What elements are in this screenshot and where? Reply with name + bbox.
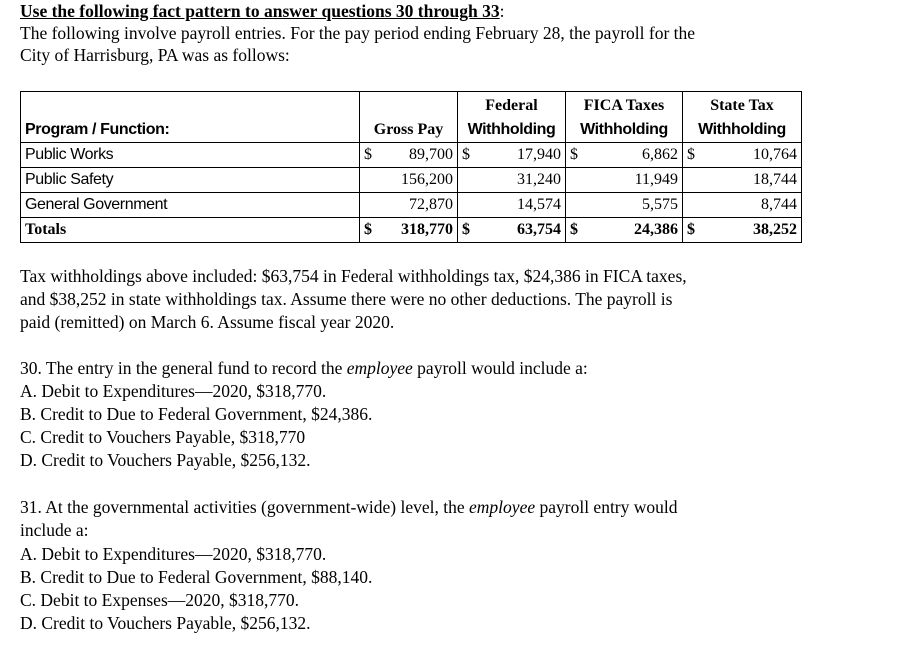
question-30-option-c: C. Credit to Vouchers Payable, $318,770 <box>20 427 306 447</box>
question-31-stem <box>20 496 678 518</box>
cell-value: 10,764 <box>753 146 797 163</box>
currency-symbol: $ <box>364 221 372 238</box>
intro-line-2: City of Harrisburg, PA was as follows: <box>20 45 290 65</box>
stem-emphasis: employee <box>469 497 536 517</box>
table-row <box>21 168 802 193</box>
totals-label: Totals <box>21 218 360 243</box>
total-gross <box>360 218 458 243</box>
stem-emphasis: employee <box>346 358 413 378</box>
table-row <box>21 143 802 168</box>
header-state-tax: State Tax <box>683 92 802 119</box>
cell-value: 24,386 <box>634 221 678 238</box>
cell-state <box>683 193 802 218</box>
cell-fica <box>566 143 683 168</box>
cell-value: 14,574 <box>517 196 561 213</box>
cell-value: 38,252 <box>753 221 797 238</box>
cell-value: 8,744 <box>761 196 797 213</box>
question-31-option-d: D. Credit to Vouchers Payable, $256,132. <box>20 613 311 633</box>
currency-symbol: $ <box>687 221 695 238</box>
body-line-1: Tax withholdings above included: $63,754 in Federal withholdings tax, $24,386 in FICA taxes, <box>20 266 687 286</box>
intro-heading-line <box>20 0 505 22</box>
currency-symbol: $ <box>462 221 470 238</box>
cell-value: 5,575 <box>642 196 678 213</box>
stem-text: payroll would include a: <box>412 358 588 378</box>
cell-state <box>683 168 802 193</box>
cell-value: 72,870 <box>409 196 453 213</box>
intro-heading: Use the following fact pattern to answer questions 30 through 33 <box>20 1 500 21</box>
stem-text: 31. At the governmental activities (government-wide) level, the <box>20 497 470 517</box>
header-fica-withholding: Withholding <box>566 118 683 143</box>
header-state-withholding: Withholding <box>683 118 802 143</box>
cell-value: 63,754 <box>517 221 561 238</box>
currency-symbol: $ <box>462 146 470 163</box>
cell-value: 17,940 <box>517 146 561 163</box>
table-row <box>21 193 802 218</box>
header-federal-withholding: Withholding <box>458 118 566 143</box>
table-totals-row <box>21 218 802 243</box>
total-state <box>683 218 802 243</box>
table-header-row-1 <box>21 92 802 119</box>
question-30-option-a: A. Debit to Expenditures—2020, $318,770. <box>20 381 327 401</box>
table-header-row-2 <box>21 118 802 143</box>
total-fica <box>566 218 683 243</box>
cell-value: 156,200 <box>401 171 453 188</box>
currency-symbol: $ <box>687 146 695 163</box>
header-federal: Federal <box>458 92 566 119</box>
cell-value: 89,700 <box>409 146 453 163</box>
header-gross-pay: Gross Pay <box>360 118 458 143</box>
question-31-option-b: B. Credit to Due to Federal Government, $88,140. <box>20 567 373 587</box>
cell-gross <box>360 168 458 193</box>
cell-value: 6,862 <box>642 146 678 163</box>
cell-federal <box>458 143 566 168</box>
header-program-function: Program / Function: <box>21 118 360 143</box>
header-cell <box>360 92 458 119</box>
cell-gross <box>360 193 458 218</box>
header-fica-taxes: FICA Taxes <box>566 92 683 119</box>
row-label: Public Works <box>21 143 360 168</box>
row-label: General Government <box>21 193 360 218</box>
row-label: Public Safety <box>21 168 360 193</box>
payroll-table <box>20 91 802 243</box>
intro-heading-colon: : <box>499 1 505 21</box>
cell-value: 318,770 <box>401 221 453 238</box>
total-federal <box>458 218 566 243</box>
cell-value: 18,744 <box>753 171 797 188</box>
intro-line-1: The following involve payroll entries. For the pay period ending February 28, the payroll for the <box>20 23 696 43</box>
question-30-option-b: B. Credit to Due to Federal Government, $24,386. <box>20 404 373 424</box>
cell-fica <box>566 168 683 193</box>
cell-fica <box>566 193 683 218</box>
question-30-stem <box>20 357 588 379</box>
cell-federal <box>458 193 566 218</box>
body-line-2: and $38,252 in state withholdings tax. Assume there were no other deductions. The payroll is <box>20 289 673 309</box>
stem-text: 30. The entry in the general fund to record the <box>20 358 347 378</box>
stem-text: payroll entry would <box>535 497 678 517</box>
cell-federal <box>458 168 566 193</box>
question-31-option-a: A. Debit to Expenditures—2020, $318,770. <box>20 544 327 564</box>
cell-value: 11,949 <box>634 171 678 188</box>
currency-symbol: $ <box>570 146 578 163</box>
question-30-option-d: D. Credit to Vouchers Payable, $256,132. <box>20 450 311 470</box>
cell-state <box>683 143 802 168</box>
cell-gross <box>360 143 458 168</box>
currency-symbol: $ <box>364 146 372 163</box>
question-31-option-c: C. Debit to Expenses—2020, $318,770. <box>20 590 300 610</box>
cell-value: 31,240 <box>517 171 561 188</box>
question-31-stem-line-2: include a: <box>20 520 89 540</box>
body-line-3: paid (remitted) on March 6. Assume fiscal year 2020. <box>20 312 395 332</box>
header-cell <box>21 92 360 119</box>
currency-symbol: $ <box>570 221 578 238</box>
